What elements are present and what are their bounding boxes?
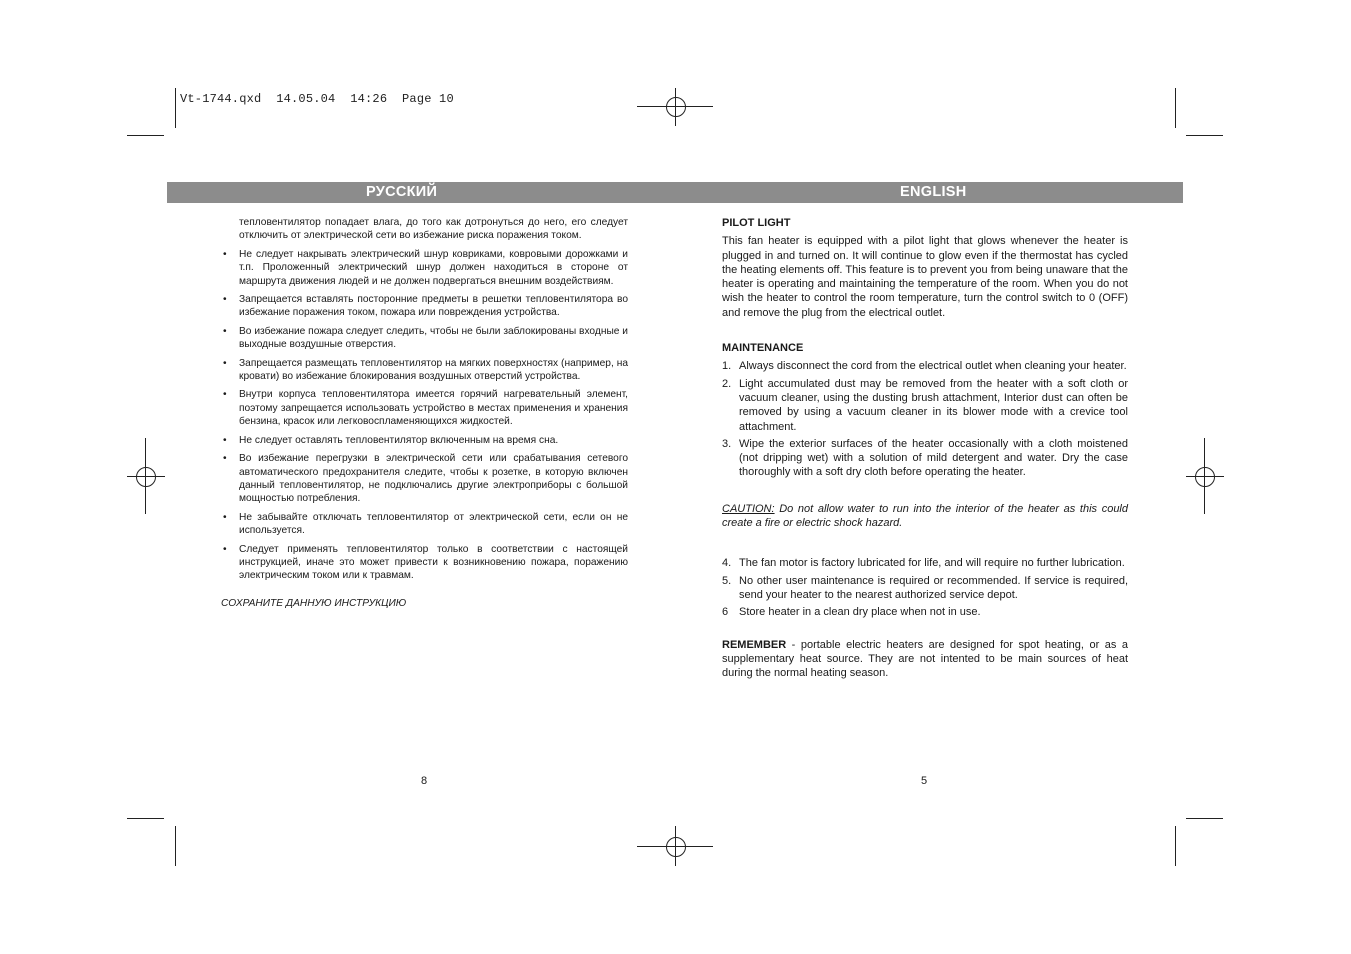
ru-save-instructions: СОХРАНИТЕ ДАННУЮ ИНСТРУКЦИЮ <box>221 597 407 609</box>
list-item: • Запрещается размещать тепловентилятор на мягких поверхностях (например, на кровати) во избежание блокирования воздушных отверстий устройства. <box>223 357 628 383</box>
pilot-light-text: This fan heater is equipped with a pilot light that glows whenever the heater is plugged in and turned on. It will continue to glow even if the thermostat has cycled the heating elements off. This feature is to prevent you from being unaware that the heater is operating and maintaining the temperature of the room. When you do not wish the heater to control the room temperature, turn the control switch to 0 (OFF) and remove the plug from the electrical outlet. <box>722 235 1128 319</box>
list-item: 3. Wipe the exterior surfaces of the heater occasionally with a cloth moistened (not dripping wet) with a solution of mild detergent and water. Dry the case thoroughly with a soft dry cloth before operating the heater. <box>722 437 1128 479</box>
english-column <box>722 216 1128 680</box>
remember-note: REMEMBER - portable electric heaters are designed for spot heating, or as a supplementary heat source. They are not intented to be main sources of heat during the normal heating season. <box>722 638 1128 680</box>
list-item: • Запрещается вставлять посторонние предметы в решетки тепловентилятора во избежание поражения током, пожара или повреждения устройства. <box>223 294 628 319</box>
list-item: • Внутри корпуса тепловентилятора имеется горячий нагревательный элемент, поэтому запрещается использовать устройство в местах применения и хранения бензина, красок или легковоспламеняющихся жидкостей. <box>223 389 628 428</box>
bullet-icon: • <box>223 248 227 260</box>
list-item: • Во избежание перегрузки в электрической сети или срабатывания сетевого автоматического предохранителя следите, чтобы к розетке, в которую включен данный тепловентилятор, не подключались другие электроприборы с большой мощностью потребления. <box>223 453 628 505</box>
list-item: • Не следует накрывать электрический шнур ковриками, ковровыми дорожками и т.п. Проложенный электрический шнур должен находиться в стороне от маршрута движения людей и не должен подвергаться внешним воздействиям. <box>223 248 628 287</box>
remember-label: REMEMBER <box>722 638 787 651</box>
list-item: 1. Always disconnect the cord from the electrical outlet when cleaning your heater. <box>722 360 1127 373</box>
crop-mark <box>175 826 176 866</box>
russian-header: РУССКИЙ <box>366 184 438 200</box>
bullet-icon: • <box>223 325 227 337</box>
ru-safety-list <box>221 248 628 583</box>
ru-intro-text: тепловентилятор попадает влага, до того как дотронуться до него, его следует отключить от электрической сети во избежание риска поражения током. <box>239 217 628 242</box>
bullet-icon: • <box>223 511 227 523</box>
bullet-icon: • <box>223 294 227 306</box>
bullet-icon: • <box>223 434 227 446</box>
crop-mark <box>1175 88 1176 128</box>
maintenance-list <box>722 359 1128 479</box>
crop-mark <box>175 88 176 128</box>
list-item: 4. The fan motor is factory lubricated for life, and will require no further lubrication. <box>722 557 1125 570</box>
caution-note: CAUTION: Do not allow water to run into the interior of the heater as this could create a fire or electric shock hazard. <box>722 502 1128 530</box>
list-item: • Следует применять тепловентилятор только в соответствии с настоящей инструкцией, иначе это может привести к возникновению пожара, поражению электрическим током или к травмам. <box>223 543 628 582</box>
bullet-icon: • <box>223 357 227 369</box>
maintenance-heading: MAINTENANCE <box>722 342 804 355</box>
pilot-light-heading: PILOT LIGHT <box>722 217 791 229</box>
list-item: 5. No other user maintenance is required or recommended. If service is required, send your heater to the nearest authorized service depot. <box>722 574 1128 601</box>
maintenance-list-continued <box>722 556 1128 619</box>
crop-mark <box>1175 826 1176 866</box>
crop-mark <box>1186 818 1223 819</box>
list-item: • Не забывайте отключать тепловентилятор от электрической сети, если он не используется. <box>223 511 628 537</box>
list-item: 2. Light accumulated dust may be removed from the heater with a soft cloth or vacuum cleaner, using the dusting brush attachment, Interior dust can often be removed by using a vacuum cleaner in its blower mode with a crevice tool attachment. <box>722 377 1128 433</box>
list-item: • Во избежание пожара следует следить, чтобы не были заблокированы входные и выходные воздушные отверстия. <box>223 325 628 351</box>
english-header: ENGLISH <box>900 184 967 200</box>
russian-column <box>221 216 628 610</box>
caution-label: CAUTION: <box>722 502 775 515</box>
crop-mark <box>127 135 164 136</box>
print-slug: Vt-1744.qxd 14.05.04 14:26 Page 10 <box>180 92 454 106</box>
list-item: 6 Store heater in a clean dry place when not in use. <box>722 606 981 619</box>
en-page-number: 5 <box>921 775 928 787</box>
bullet-icon: • <box>223 453 227 465</box>
crop-mark <box>127 818 164 819</box>
crop-mark <box>1186 135 1223 136</box>
language-header-bar <box>167 182 1183 203</box>
bullet-icon: • <box>223 543 227 555</box>
bullet-icon: • <box>223 389 227 401</box>
ru-page-number: 8 <box>421 775 428 787</box>
list-item: • Не следует оставлять тепловентилятор включенным на время сна. <box>223 434 559 446</box>
